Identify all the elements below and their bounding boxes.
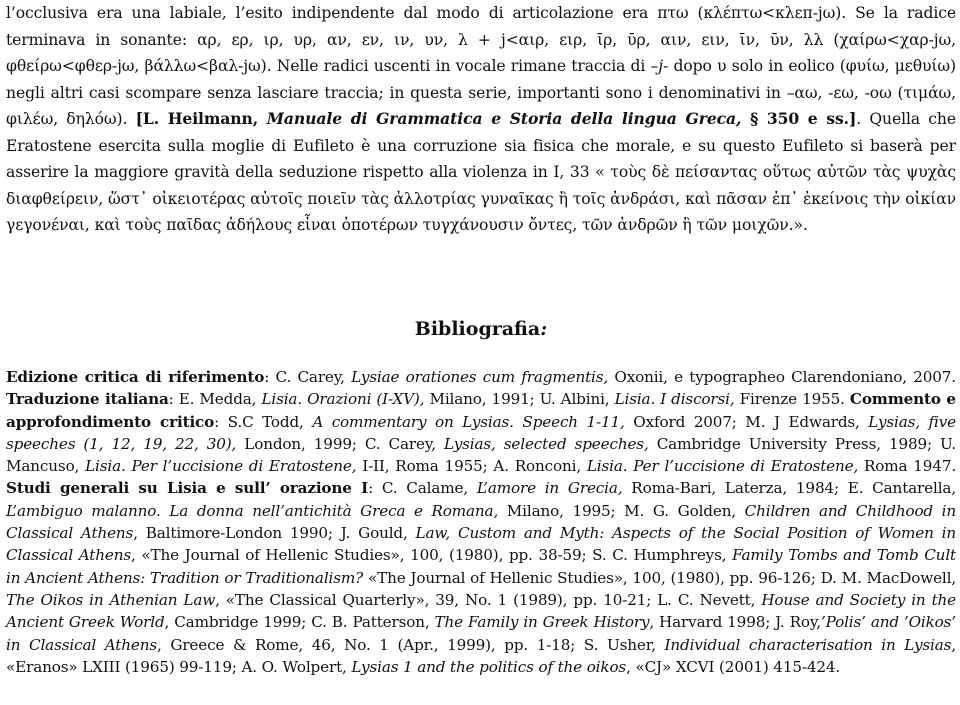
bib-run: : E. Medda, <box>168 390 262 409</box>
document-page <box>6 0 957 676</box>
bib-run: Lisia. Per l’uccisione di Eratostene, <box>85 457 357 476</box>
bib-run: Lisia. I discorsi, <box>614 390 735 409</box>
p1-run: - dopo <box>663 57 718 75</box>
p1-run: υ <box>717 57 727 75</box>
p1-run: –αω, -εω, -οω (τιμάω, φιλέω, δηλόω) <box>6 83 956 128</box>
bib-run: Individual characterisation in Lysias <box>664 635 952 654</box>
p1-run: . Nelle radici uscenti in vocale rimane traccia di – <box>266 57 659 75</box>
bib-run: Oxford 2007; M. J Edwards, <box>624 412 869 431</box>
p1-run: j <box>658 57 664 75</box>
bib-run: Studi generali su Lisia e sull’ orazione I <box>6 479 369 498</box>
bib-run: The Oikos in Athenian Law <box>6 590 216 609</box>
bibliography-heading <box>6 316 956 342</box>
bib-run: : C. Calame, <box>368 479 477 498</box>
bib-run: , Greece & Rome, 46, No. 1 (Apr., 1999), pp. 1-18; S. Usher, <box>156 635 665 654</box>
bib-run: , Cambridge 1999; C. B. Patterson, <box>164 613 435 632</box>
bib-run: Milano, 1991; U. Albini, <box>424 390 615 409</box>
bib-run: Cambridge University Press, 1989; U. Mancuso, <box>6 434 956 476</box>
bib-run: Oxonii, e typographeo Clarendoniano, 2007. <box>608 368 956 386</box>
bib-run: Commento e approfondimento critico <box>6 390 956 431</box>
bib-run: Lysias, five speeches (1, 12, 19, 22, 30), <box>6 412 956 453</box>
p1-run: § 350 e ss.] <box>741 109 857 128</box>
bib-run: House and Society in the Ancient Greek World <box>6 590 956 632</box>
bib-run: L’amore in Grecia, <box>476 479 623 498</box>
p1-run: . Se la radice terminava in sonante: <box>6 4 957 49</box>
p1-run: ». <box>793 216 808 234</box>
p1-run: l’occlusiva era una labiale, l’esito indipendente dal modo di articolazione era <box>6 4 658 22</box>
p1-run: φυίω, μεθυίω <box>845 57 951 75</box>
bib-run: A commentary on Lysias. Speech 1-11, <box>312 412 625 431</box>
p1-run: [L. Heilmann, <box>135 109 267 128</box>
bib-run: L’ambiguo malanno. La donna nell’antichità Greca e Romana, <box>6 501 499 520</box>
bib-run: Roma 1947. <box>858 457 957 476</box>
p1-run: solo in eolico ( <box>726 57 846 75</box>
p1-run: Manuale di Grammatica e Storia della lingua Greca, <box>266 109 742 128</box>
bib-run: Lisia. Per l’uccisione di Eratostene, <box>586 457 859 476</box>
bib-run: Law, Custom and Myth: Aspects of the Social Position of Women in Classical Athens <box>6 524 956 565</box>
bib-run: Children and Childhood in Classical Athens <box>6 501 956 543</box>
bib-run: : S.C Todd, <box>214 412 313 431</box>
p1-run: αρ, ερ, ιρ, υρ, αν, εν, ιν, υν, λ + j<αιρ, ειρ, ῑρ, ῡρ, αιν, ειν, ῑν, ῡν, λλ (χαίρω<χαρ-jω, φθείρω<φθερ-jω, βάλλω<βαλ-jω) <box>6 30 956 75</box>
bib-run: Lisia. Orazioni (I-XV), <box>261 390 425 409</box>
bib-run: Milano, 1995; M. G. Golden, <box>498 501 745 520</box>
bib-run: Family Tombs and Tomb Cult in Ancient Athens: Tradition or Traditionalism? <box>6 546 956 587</box>
bibliography-heading-colon: : <box>540 318 548 340</box>
p1-run: πτω (κλέπτω<κλεπ-jω) <box>657 4 842 22</box>
bib-run: : C. Carey, <box>264 368 352 386</box>
bib-run: Firenze 1955. <box>734 390 850 409</box>
bib-run: Roma-Bari, Laterza, 1984; E. Cantarella, <box>622 479 956 498</box>
p1-run: τοὺς δὲ πείσαντας οὕτως αὐτῶν τὰς ψυχὰς διαφθείρειν, ὥστ᾽ οἰκειοτέρας αὐτοῖς ποιεῖν τὰς ἀλλοτρίας γυναῖκας ἢ τοῖς ἀνδράσι, καὶ πᾶσαν ἐπ᾽ ἐκείνοις τὴν οἰκίαν γεγονέναι, καὶ τοὺς παῖδας ἀδήλους εἶναι ὁποτέρων τυγχάνουσιν ὄντες, τῶν ἀνδρῶν ἢ τῶν μοιχῶν. <box>6 163 956 234</box>
bib-run: Lysias, selected speeches, <box>444 434 649 453</box>
bib-run: London, 1999; C. Carey, <box>236 434 445 453</box>
bibliography-paragraph <box>6 366 956 678</box>
bib-run: Edizione critica di riferimento <box>6 368 265 386</box>
bib-run: , «CJ» XCVI (2001) 415-424. <box>626 657 841 676</box>
bib-run: , Baltimore-London 1990; J. Gould, <box>133 524 416 543</box>
p1-run: . <box>122 110 136 128</box>
bib-run: Lysias 1 and the politics of the oikos <box>351 657 627 676</box>
bib-run: Traduzione italiana <box>6 390 169 409</box>
p1-run: ) negli altri casi scompare senza lasciare traccia; in questa serie, importanti sono i denominativi in <box>6 57 957 102</box>
bib-run: , «Eranos» LXIII (1965) 99-119; A. O. Wolpert, <box>6 635 956 676</box>
bib-run: , Harvard 1998; J. Roy, <box>649 613 821 632</box>
bib-run: Lysiae orationes cum fragmentis, <box>351 368 609 386</box>
bib-run: «The Journal of Hellenic Studies», 100, (1980), pp. 96-126; D. M. MacDowell, <box>363 568 957 587</box>
bibliography-heading-text: Bibliografia <box>414 318 541 340</box>
bib-run: The Family in Greek History <box>434 613 650 632</box>
bib-run: , «The Journal of Hellenic Studies», 100, (1980), pp. 38-59; S. C. Humphreys, <box>130 546 733 565</box>
bib-run: I-II, Roma 1955; A. Ronconi, <box>356 457 587 476</box>
p1-run: . Quella che Eratostene esercita sulla moglie di Eufileto è una corruzione sia fisica che morale, e su questo Eufileto si baserà per asserire la maggiore gravità della seduzione rispetto alla violenza in I, 33 « <box>6 110 956 181</box>
bib-run: ’Polis’ and ’Oikos’ in Classical Athens <box>6 613 956 654</box>
body-paragraph <box>6 0 956 239</box>
bib-run: , «The Classical Quarterly», 39, No. 1 (1989), pp. 10-21; L. C. Nevett, <box>215 590 762 609</box>
